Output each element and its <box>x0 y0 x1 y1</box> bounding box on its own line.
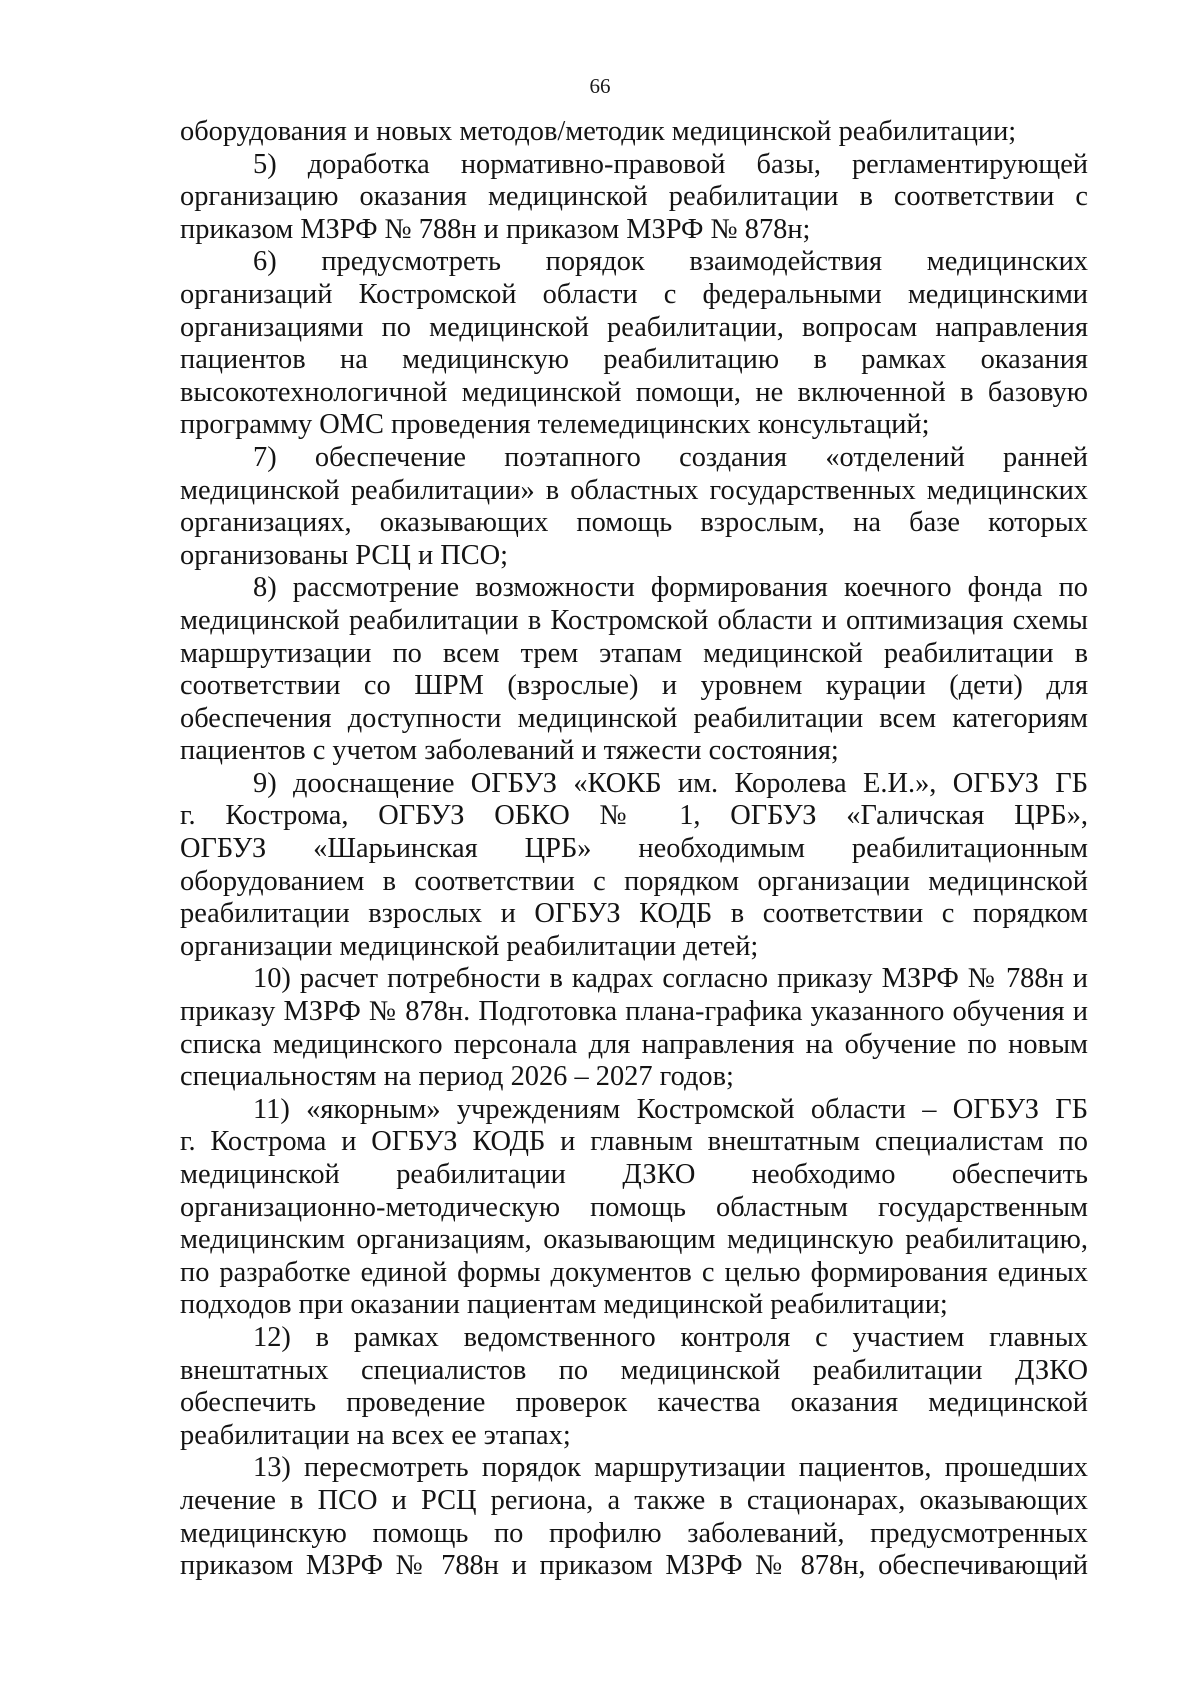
text-line: высокотехнологичной медицинской помощи, не включенной в базовую <box>180 376 1088 408</box>
text-line: ОГБУЗ «Шарьинская ЦРБ» необходимым реабилитационным <box>180 833 1088 865</box>
text-line: приказом МЗРФ № 788н и приказом МЗРФ № 878н; <box>180 213 811 245</box>
text-line: организации медицинской реабилитации детей; <box>180 930 759 962</box>
text-line: внештатных специалистов по медицинской реабилитации ДЗКО <box>180 1354 1088 1386</box>
text-line: оборудования и новых методов/методик медицинской реабилитации; <box>180 116 1017 147</box>
paragraph-first-line: 10) расчет потребности в кадрах согласно приказу МЗРФ № 788н и <box>253 963 1088 995</box>
paragraph-first-line: 6) предусмотреть порядок взаимодействия медицинских <box>253 246 1088 278</box>
text-line: организованы РСЦ и ПСО; <box>180 539 509 571</box>
text-line: соответствии со ШРМ (взрослые) и уровнем курации (дети) для <box>180 670 1088 702</box>
paragraph-first-line: 5) доработка нормативно-правовой базы, регламентирующей <box>253 148 1088 180</box>
text-line: организациями по медицинской реабилитации, вопросам направления <box>180 311 1088 343</box>
text-line: маршрутизации по всем трем этапам медицинской реабилитации в <box>180 637 1088 669</box>
text-line: медицинским организациям, оказывающим медицинскую реабилитацию, <box>180 1224 1088 1256</box>
text-line: пациентов с учетом заболеваний и тяжести состояния; <box>180 735 839 767</box>
document-body-text <box>180 116 1088 1583</box>
text-line: организаций Костромской области с федеральными медицинскими <box>180 278 1088 310</box>
text-line: приказу МЗРФ № 878н. Подготовка плана-графика указанного обучения и <box>180 996 1088 1028</box>
text-line: по разработке единой формы документов с целью формирования единых <box>180 1256 1088 1288</box>
text-line: медицинскую помощь по профилю заболеваний, предусмотренных <box>180 1517 1088 1549</box>
text-line: медицинской реабилитации» в областных государственных медицинских <box>180 474 1088 506</box>
text-line: обеспечить проведение проверок качества оказания медицинской <box>180 1387 1088 1419</box>
text-line: лечение в ПСО и РСЦ региона, а также в стационарах, оказывающих <box>180 1484 1088 1516</box>
text-line: медицинской реабилитации ДЗКО необходимо обеспечить <box>180 1159 1088 1190</box>
text-line: оборудованием в соответствии с порядком организации медицинской <box>180 865 1088 897</box>
text-line: реабилитации на всех ее этапах; <box>180 1419 571 1451</box>
text-line: медицинской реабилитации в Костромской области и оптимизация схемы <box>180 604 1088 636</box>
text-line: специальностям на период 2026 – 2027 годов; <box>180 1061 734 1093</box>
paragraph-first-line: 11) «якорным» учреждениям Костромской области – ОГБУЗ ГБ <box>253 1093 1088 1125</box>
text-line: организацию оказания медицинской реабилитации в соответствии с <box>180 181 1088 213</box>
paragraph-first-line: 8) рассмотрение возможности формирования коечного фонда по <box>253 572 1088 604</box>
text-line: обеспечения доступности медицинской реабилитации всем категориям <box>180 702 1088 734</box>
paragraph-first-line: 7) обеспечение поэтапного создания «отделений ранней <box>253 441 1088 473</box>
text-line: организационно-методическую помощь областным государственным <box>180 1191 1088 1223</box>
text-line: реабилитации взрослых и ОГБУЗ КОДБ в соответствии с порядком <box>180 898 1088 930</box>
text-line: приказом МЗРФ № 788н и приказом МЗРФ № 878н, обеспечивающий <box>180 1550 1088 1582</box>
page-number: 66 <box>589 74 611 98</box>
text-line: организациях, оказывающих помощь взрослым, на базе которых <box>180 507 1088 539</box>
paragraph-first-line: 13) пересмотреть порядок маршрутизации пациентов, прошедших <box>253 1452 1088 1484</box>
text-line: г. Кострома и ОГБУЗ КОДБ и главным внештатным специалистам по <box>180 1126 1088 1158</box>
text-line: подходов при оказании пациентам медицинской реабилитации; <box>180 1289 948 1321</box>
text-line: программу ОМС проведения телемедицинских консультаций; <box>180 409 930 441</box>
text-line: пациентов на медицинскую реабилитацию в рамках оказания <box>180 344 1088 376</box>
text-line: г. Кострома, ОГБУЗ ОБКО № 1, ОГБУЗ «Галичская ЦРБ», <box>180 800 1088 832</box>
paragraph-first-line: 9) дооснащение ОГБУЗ «КОКБ им. Королева Е.И.», ОГБУЗ ГБ <box>253 767 1088 799</box>
text-line: списка медицинского персонала для направления на обучение по новым <box>180 1028 1088 1060</box>
paragraph-first-line: 12) в рамках ведомственного контроля с участием главных <box>253 1321 1088 1353</box>
